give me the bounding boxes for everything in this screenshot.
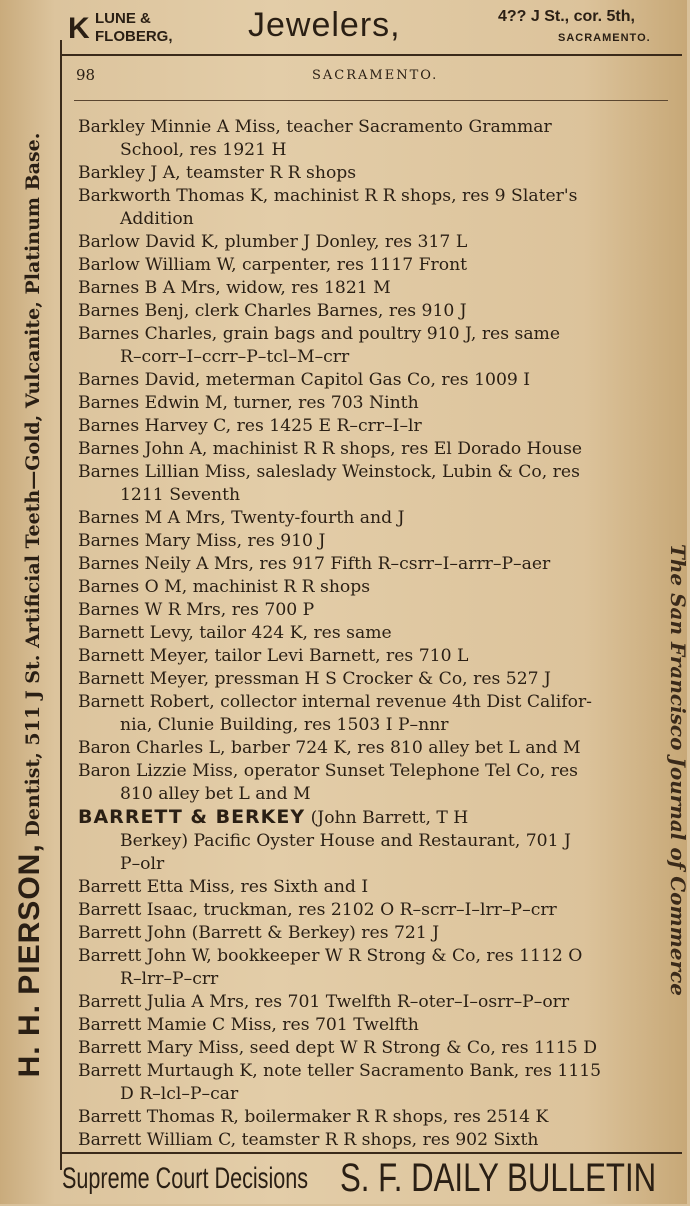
page-number: 98: [76, 66, 96, 84]
directory-entry: [78, 231, 670, 254]
entry-line: Barrett Mamie C Miss, res 701 Twelfth: [78, 1015, 419, 1035]
directory-entry: [78, 622, 670, 645]
top-advertisement: [62, 4, 682, 56]
directory-entry: [78, 922, 670, 945]
entry-continuation: D R–lcl–P–car: [120, 1084, 239, 1104]
directory-entry: [78, 737, 670, 760]
entry-line: Barnes John A, machinist R R shops, res El Dorado House: [78, 439, 583, 459]
directory-entry: [78, 1106, 670, 1129]
ad-city: SACRAMENTO.: [558, 32, 651, 44]
entry-line: Barnes Lillian Miss, saleslady Weinstock, Lubin & Co, res: [78, 462, 580, 482]
directory-entry: [78, 507, 670, 530]
entry-continuation: Addition: [120, 209, 194, 229]
entry-line: Barnes Mary Miss, res 910 J: [78, 531, 326, 551]
entry-line: Barnes Harvey C, res 1425 E R–crr–I–lr: [78, 416, 422, 436]
directory-entry: [78, 1014, 670, 1037]
ad-line2: FLOBERG,: [95, 28, 173, 45]
entry-line: Barnett Levy, tailor 424 K, res same: [78, 623, 392, 643]
entry-line: Baron Lizzie Miss, operator Sunset Telephone Tel Co, res: [78, 761, 578, 781]
directory-entry: [78, 876, 670, 899]
entry-line: Barrett John (Barrett & Berkey) res 721 J: [78, 923, 440, 943]
entry-business-name: BARRETT & BERKEY: [78, 806, 306, 828]
ad-address: 4?? J St., cor. 5th,: [498, 8, 635, 25]
entry-line: Barrett John W, bookkeeper W R Strong & Co, res 1112 O: [78, 946, 583, 966]
ad-main: Jewelers,: [248, 6, 401, 44]
directory-entry: [78, 760, 670, 806]
directory-entry: [78, 116, 670, 162]
directory-entry: [78, 415, 670, 438]
left-ad-text: Dentist, 511 J St. Artificial Teeth—Gold, Vulcanite, Platinum Base.: [22, 132, 44, 837]
directory-entry: [78, 300, 670, 323]
directory-entry: [78, 599, 670, 622]
entry-line: Barnes Benj, clerk Charles Barnes, res 910 J: [78, 301, 467, 321]
entry-line: Barrett Mary Miss, seed dept W R Strong & Co, res 1115 D: [78, 1038, 597, 1058]
directory-entry: [78, 691, 670, 737]
entry-line: Barnes Edwin M, turner, res 703 Ninth: [78, 393, 419, 413]
directory-entry: [78, 162, 670, 185]
directory-entry: [78, 991, 670, 1014]
left-ad-name: H. H. PIERSON,: [13, 843, 46, 1078]
directory-entry: [78, 438, 670, 461]
directory-entry: [78, 576, 670, 599]
directory-entry: [78, 185, 670, 231]
directory-entry: [78, 461, 670, 507]
entry-line: Barnes B A Mrs, widow, res 1821 M: [78, 278, 391, 298]
entry-line: Barlow William W, carpenter, res 1117 Front: [78, 255, 468, 275]
directory-entry: [78, 254, 670, 277]
directory-entry: [78, 645, 670, 668]
bottom-advertisement: [62, 1152, 682, 1206]
directory-entry: [78, 323, 670, 369]
directory-entry: [78, 1037, 670, 1060]
directory-entry: [78, 945, 670, 991]
entry-continuation: R–corr–I–ccrr–P–tcl–M–crr: [120, 347, 350, 367]
entry-line: Barnes Neily A Mrs, res 917 Fifth R–csrr–I–arrr–P–aer: [78, 554, 551, 574]
entry-continuation: 1211 Seventh: [120, 485, 241, 505]
directory-entry: [78, 530, 670, 553]
directory-entry: [78, 1060, 670, 1106]
entry-line: Barkley J A, teamster R R shops: [78, 163, 357, 183]
entry-line: Barnett Meyer, tailor Levi Barnett, res 710 L: [78, 646, 469, 666]
entry-line: Barnes W R Mrs, res 700 P: [78, 600, 315, 620]
ad-line1: LUNE &: [95, 10, 151, 27]
entry-continuation: R–lrr–P–crr: [120, 969, 219, 989]
bottom-ad-left: Supreme Court Decisions: [62, 1162, 309, 1195]
entry-line: Barnett Meyer, pressman H S Crocker & Co, res 527 J: [78, 669, 551, 689]
directory-entry: [78, 668, 670, 691]
directory-entry: [78, 553, 670, 576]
directory-entry: [78, 899, 670, 922]
directory-entry: [78, 806, 670, 876]
right-edge-strip: [666, 70, 690, 1150]
ad-initial: K: [68, 12, 90, 45]
running-head: SACRAMENTO.: [312, 68, 439, 83]
entry-line: Barnett Robert, collector internal revenue 4th Dist Califor-: [78, 692, 592, 712]
bottom-ad-right: S. F. DAILY BULLETIN: [340, 1156, 657, 1200]
entry-line: Barnes O M, machinist R R shops: [78, 577, 371, 597]
entry-line: Barrett William C, teamster R R shops, res 902 Sixth: [78, 1130, 539, 1150]
directory-entry: [78, 1129, 670, 1152]
entry-line: Barkworth Thomas K, machinist R R shops, res 9 Slater's: [78, 186, 578, 206]
directory-listing: [78, 116, 670, 1152]
entry-line: Baron Charles L, barber 724 K, res 810 alley bet L and M: [78, 738, 581, 758]
entry-continuation: School, res 1921 H: [120, 140, 287, 160]
entry-continuation: P–olr: [120, 854, 165, 874]
entry-line: Barlow David K, plumber J Donley, res 317 L: [78, 232, 468, 252]
entry-text: (John Barrett, T H: [305, 808, 469, 828]
right-strip-text: The San Francisco Journal of Commerce: [666, 543, 690, 997]
entry-line: Barrett Murtaugh K, note teller Sacramento Bank, res 1115: [78, 1061, 602, 1081]
entry-line: Barrett Etta Miss, res Sixth and I: [78, 877, 369, 897]
entry-continuation: nia, Clunie Building, res 1503 I P–nnr: [120, 715, 449, 735]
page-header: [74, 62, 668, 101]
entry-line: [78, 806, 670, 830]
entry-line: Barnes David, meterman Capitol Gas Co, res 1009 I: [78, 370, 531, 390]
entry-line: Barkley Minnie A Miss, teacher Sacramento Grammar: [78, 117, 552, 137]
entry-continuation: Berkey) Pacific Oyster House and Restaurant, 701 J: [120, 831, 571, 851]
entry-line: Barrett Thomas R, boilermaker R R shops, res 2514 K: [78, 1107, 549, 1127]
left-advertisement: [0, 40, 62, 1170]
entry-continuation: 810 alley bet L and M: [120, 784, 311, 804]
directory-entry: [78, 369, 670, 392]
entry-line: Barnes M A Mrs, Twenty-fourth and J: [78, 508, 405, 528]
directory-entry: [78, 277, 670, 300]
entry-line: Barrett Julia A Mrs, res 701 Twelfth R–oter–I–osrr–P–orr: [78, 992, 570, 1012]
entry-line: Barnes Charles, grain bags and poultry 910 J, res same: [78, 324, 561, 344]
directory-entry: [78, 392, 670, 415]
entry-line: Barrett Isaac, truckman, res 2102 O R–scrr–I–lrr–P–crr: [78, 900, 557, 920]
